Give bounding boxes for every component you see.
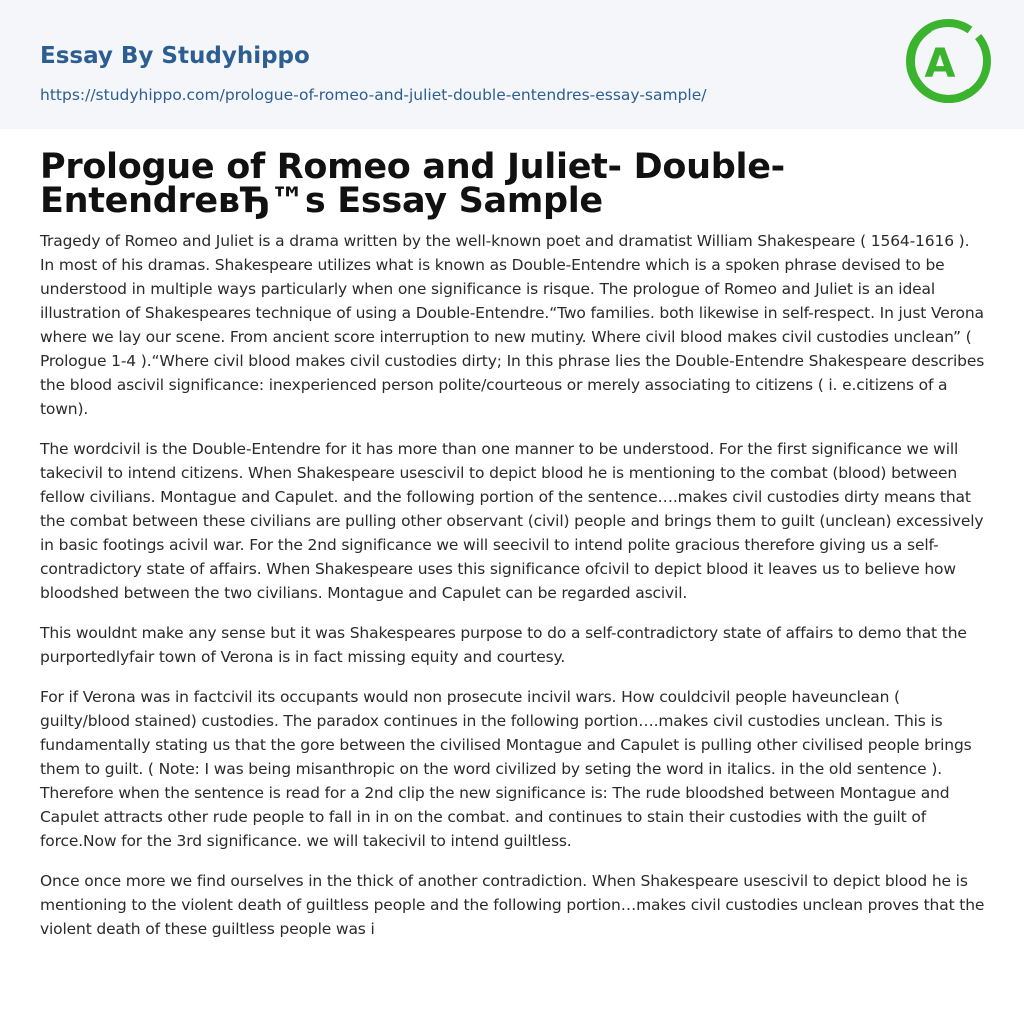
article-body: [40, 229, 988, 957]
paragraph: For if Verona was in factcivil its occupants would non prosecute incivil wars. How couldcivil people haveunclean ( guilty/blood stained) custodies. The paradox continues in the following portion….makes civil custodies unclean. This is fundamentally stating us that the gore between the civilised Montague and Capulet is pulling other civilised people brings them to guilt. ( Note: I was being misanthropic on the word civilized by seting the word in italics. in the old sentence ). Therefore when the sentence is read for a 2nd clip the new significance is: The rude bloodshed between Montague and Capulet attracts other rude people to fall in in on the combat. and continues to stain their custodies with the guilt of force.Now for the 3rd significance. we will takecivil to intend guiltless.: [40, 688, 972, 850]
article-title: Prologue of Romeo and Juliet- Double-EntendreвЂ™s Essay Sample: [40, 147, 785, 221]
studyhippo-logo-icon[interactable]: [904, 16, 994, 106]
paragraph: The wordcivil is the Double-Entendre for it has more than one manner to be understood. For the first significance we will takecivil to intend citizens. When Shakespeare usescivil to depict blood he is mentioning to the combat (blood) between fellow civilians. Montague and Capulet. and the following portion of the sentence….makes civil custodies dirty means that the combat between these civilians are pulling other observant (civil) people and brings them to guilt (unclean) excessively in basic footings acivil war. For the 2nd significance we will seecivil to intend polite gracious therefore giving us a self-contradictory state of affairs. When Shakespeare uses this significance ofcivil to depict blood it leaves us to believe how bloodshed between the two civilians. Montague and Capulet can be regarded ascivil.: [40, 440, 984, 602]
logo-letter: A: [924, 41, 956, 87]
paragraph: Tragedy of Romeo and Juliet is a drama written by the well-known poet and dramatist William Shakespeare ( 1564-1616 ). In most of his dramas. Shakespeare utilizes what is known as Double-Entendre which is a spoken phrase devised to be understood in multiple ways particularly when one significance is risque. The prologue of Romeo and Juliet is an ideal illustration of Shakespeares technique of using a Double-Entendre.“Two families. both likewise in self-respect. In just Verona where we lay our scene. From ancient score interruption to new mutiny. Where civil blood makes civil custodies unclean” ( Prologue 1-4 ).“Where civil blood makes civil custodies dirty; In this phrase lies the Double-Entendre Shakespeare describes the blood ascivil significance: inexperienced person polite/courteous or merely associating to citizens ( i. e.citizens of a town).: [40, 232, 985, 418]
site-header: [0, 0, 1024, 129]
paragraph: Once once more we find ourselves in the thick of another contradiction. When Shakespeare usescivil to depict blood he is mentioning to the violent death of guiltless people and the following portion…makes civil custodies unclean proves that the violent death of these guiltless people was i: [40, 872, 985, 938]
paragraph: This wouldnt make any sense but it was Shakespeares purpose to do a self-contradictory state of affairs to demo that the purportedlyfair town of Verona is in fact missing equity and courtesy.: [40, 624, 967, 666]
page-url[interactable]: https://studyhippo.com/prologue-of-romeo-and-juliet-double-entendres-essay-sample/: [40, 86, 707, 104]
site-title[interactable]: Essay By Studyhippo: [40, 43, 310, 69]
